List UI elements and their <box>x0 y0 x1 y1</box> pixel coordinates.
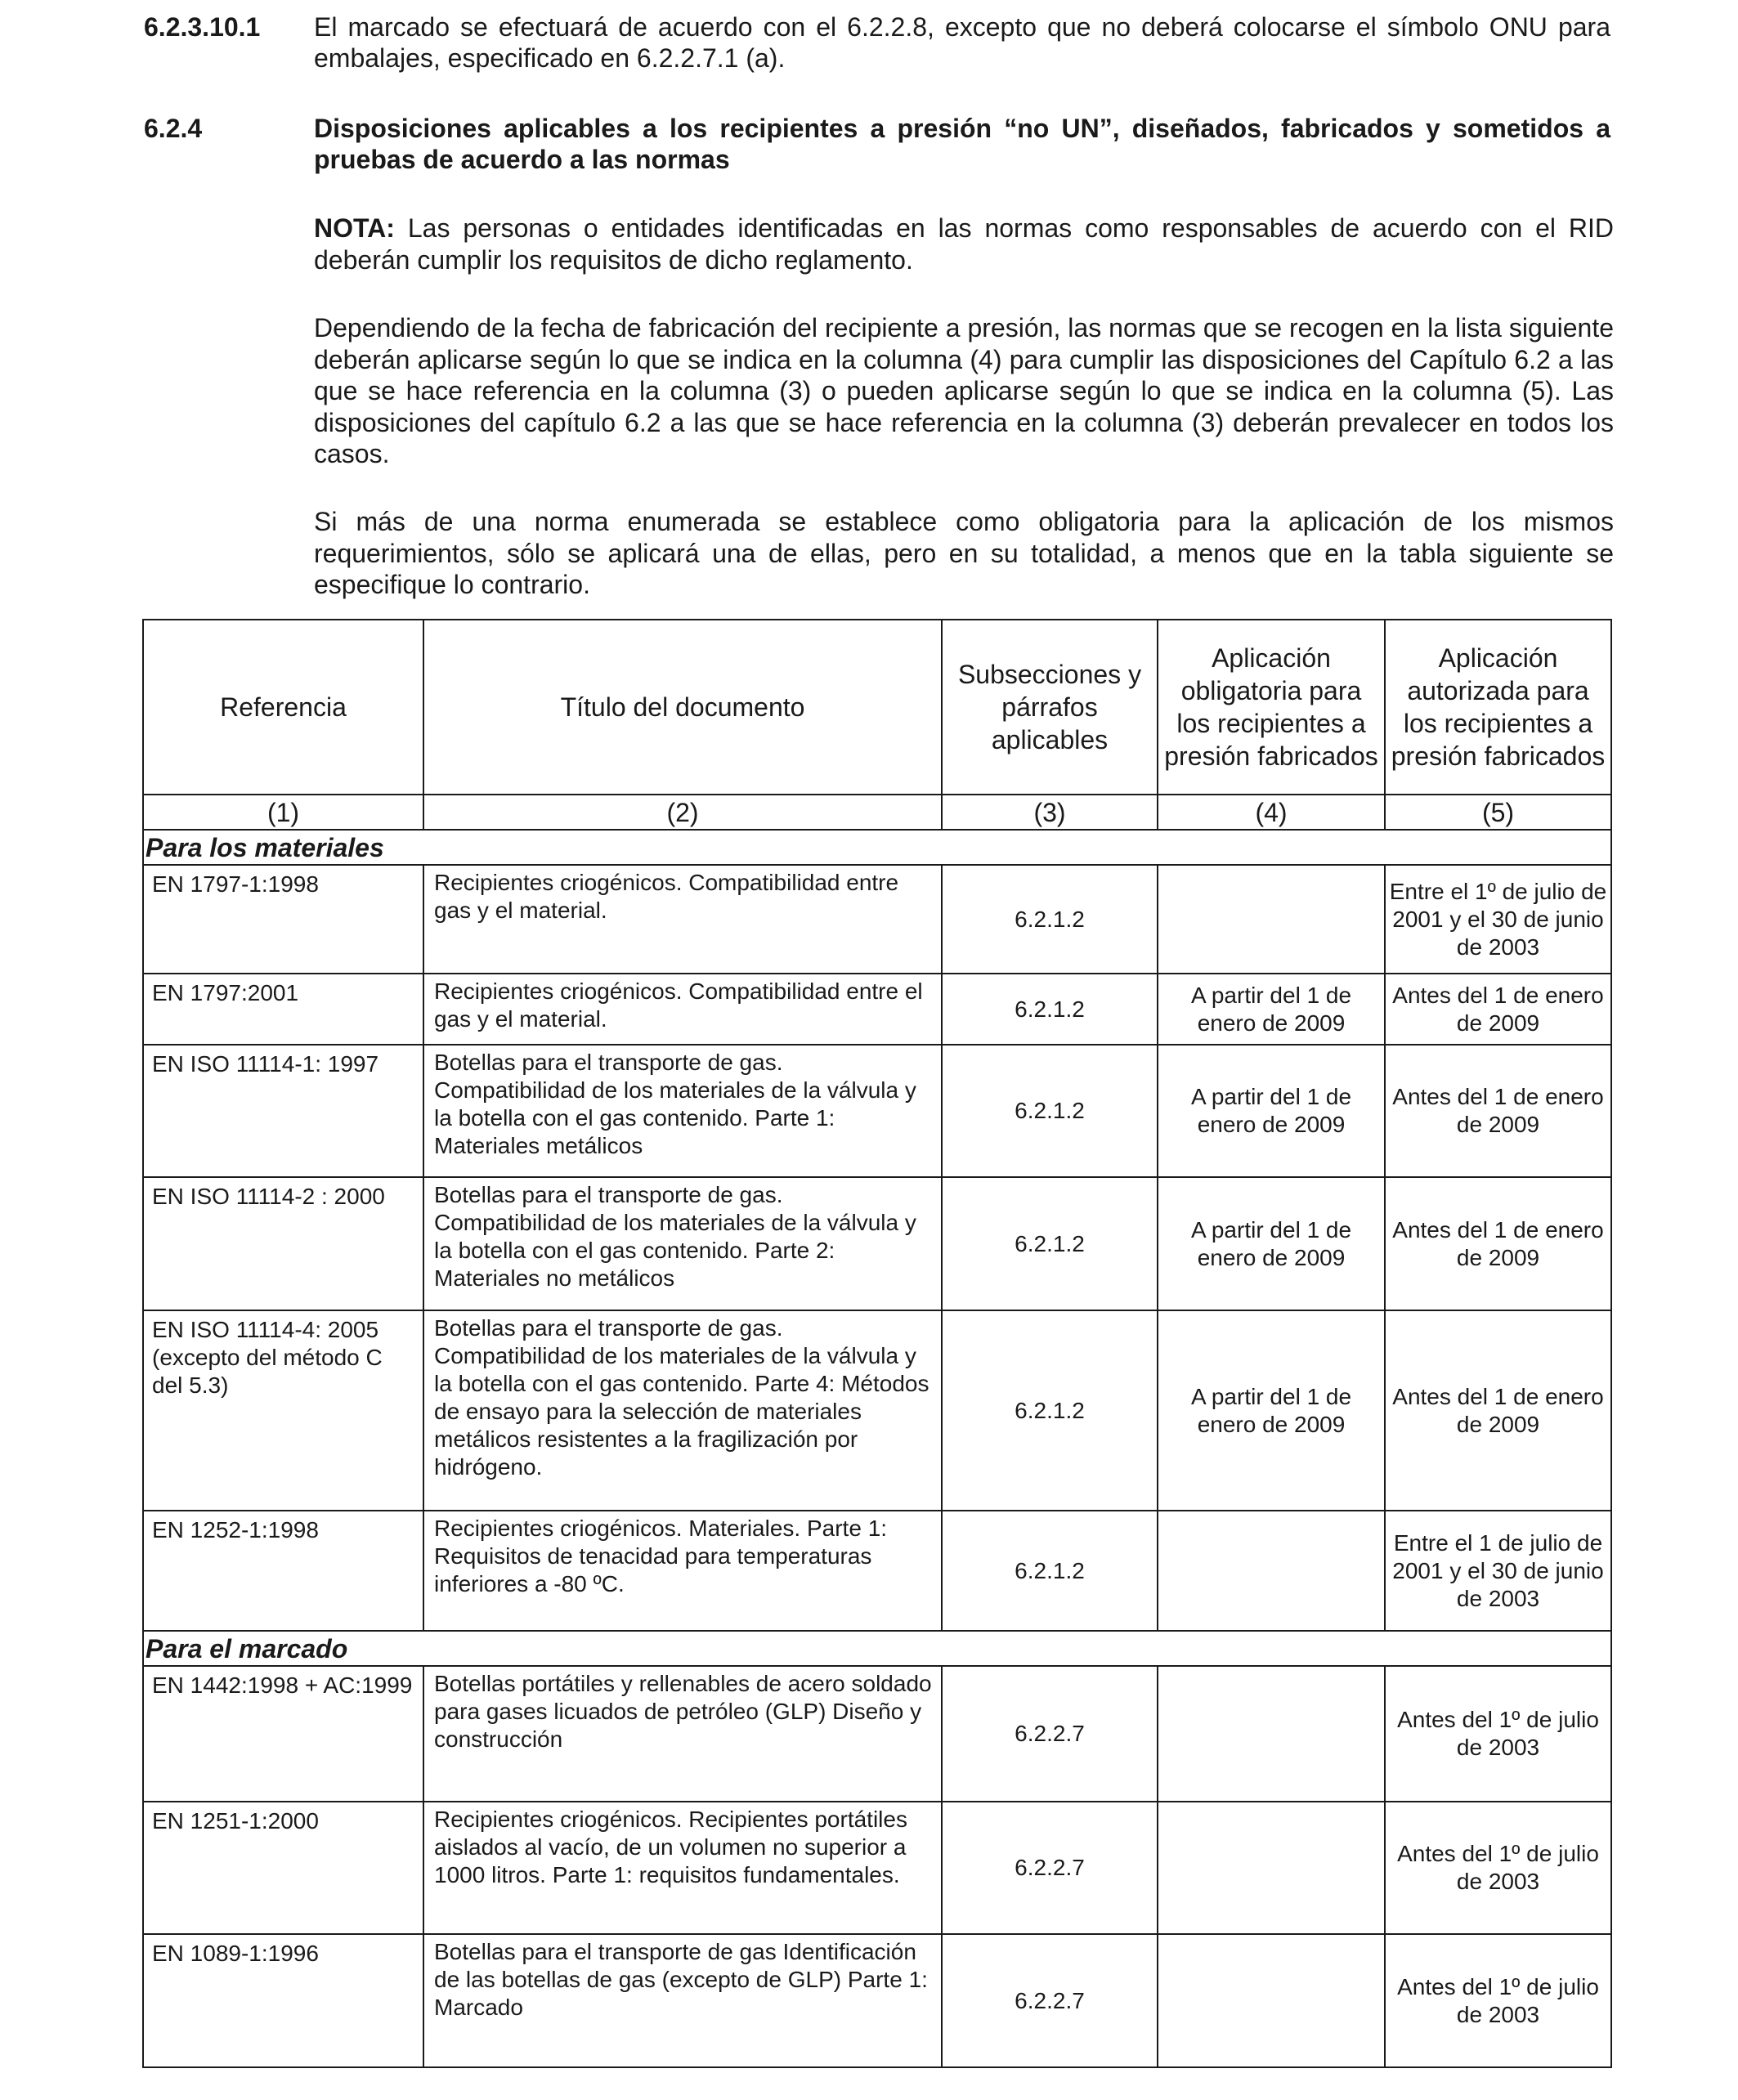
section-text: El marcado se efectuará de acuerdo con el 6.2.2.8, excepto que no deberá colocarse el símbolo ONU para embalajes, especificado en 6.2.2.7.1 (a). <box>314 12 1610 73</box>
nota-paragraph <box>314 213 1614 275</box>
table-row <box>143 1511 1611 1631</box>
reference-cell: EN ISO 11114-2 : 2000 <box>143 1177 423 1310</box>
subsections-cell: 6.2.1.2 <box>942 974 1158 1045</box>
mandatory-cell <box>1158 1802 1385 1934</box>
authorized-cell: Antes del 1 de enero de 2009 <box>1385 1310 1611 1511</box>
title-cell: Recipientes criogénicos. Compatibilidad entre gas y el material. <box>423 865 942 974</box>
reference-cell: EN ISO 11114-4: 2005 (excepto del método C del 5.3) <box>143 1310 423 1511</box>
title-cell: Recipientes criogénicos. Compatibilidad entre el gas y el material. <box>423 974 942 1045</box>
subsections-cell: 6.2.2.7 <box>942 1934 1158 2067</box>
group-label: Para el marcado <box>143 1631 1611 1666</box>
header-cell: Título del documento <box>423 620 942 795</box>
authorized-cell: Antes del 1º de julio de 2003 <box>1385 1802 1611 1934</box>
title-cell: Botellas para el transporte de gas. Compatibilidad de los materiales de la válvula y la botella con el gas contenido. Parte 4: Métodos de ensayo para la selección de materiales metálicos resistentes a la fragilización por hidrógeno. <box>423 1310 942 1511</box>
body-paragraph: Si más de una norma enumerada se establece como obligatoria para la aplicación de los mismos requerimientos, sólo se aplicará una de ellas, pero en su totalidad, a menos que en la tabla siguiente se especifique lo contrario. <box>314 507 1614 599</box>
title-cell: Botellas portátiles y rellenables de acero soldado para gases licuados de petróleo (GLP) Diseño y construcción <box>423 1666 942 1802</box>
table-row <box>143 974 1611 1045</box>
nota-text: Las personas o entidades identificadas en las normas como responsables de acuerdo con el RID deberán cumplir los requisitos de dicho reglamento. <box>314 213 1615 275</box>
table-row <box>143 1666 1611 1802</box>
section-number: 6.2.4 <box>144 114 203 143</box>
group-row <box>143 830 1611 865</box>
table-row <box>143 1934 1611 2067</box>
body-paragraph: Dependiendo de la fecha de fabricación del recipiente a presión, las normas que se recogen en la lista siguiente deberán aplicarse según lo que se indica en la columna (4) para cumplir las disposiciones del Capítulo 6.2 a las que se hace referencia en la columna (3) o pueden aplicarse según lo que se indica en la columna (5). Las disposiciones del capítulo 6.2 a las que se hace referencia en la columna (3) deberán prevalecer en todos los casos. <box>314 313 1614 468</box>
authorized-cell: Antes del 1º de julio de 2003 <box>1385 1666 1611 1802</box>
column-number-cell: (3) <box>942 795 1158 830</box>
nota-label: NOTA: <box>314 213 395 243</box>
subsections-cell: 6.2.1.2 <box>942 1177 1158 1310</box>
reference-cell: EN 1252-1:1998 <box>143 1511 423 1631</box>
mandatory-cell: A partir del 1 de enero de 2009 <box>1158 1177 1385 1310</box>
column-number-row <box>143 795 1611 830</box>
section-heading: Disposiciones aplicables a los recipientes a presión “no UN”, diseñados, fabricados y sometidos a pruebas de acuerdo a las normas <box>314 114 1610 174</box>
column-number-cell: (5) <box>1385 795 1611 830</box>
standards-table <box>142 619 1612 2068</box>
authorized-cell: Antes del 1 de enero de 2009 <box>1385 1177 1611 1310</box>
mandatory-cell <box>1158 865 1385 974</box>
mandatory-cell: A partir del 1 de enero de 2009 <box>1158 1045 1385 1177</box>
column-number-cell: (2) <box>423 795 942 830</box>
reference-cell: EN 1797-1:1998 <box>143 865 423 974</box>
subsections-cell: 6.2.1.2 <box>942 1511 1158 1631</box>
table-row <box>143 1802 1611 1934</box>
table-row <box>143 865 1611 974</box>
authorized-cell: Antes del 1 de enero de 2009 <box>1385 974 1611 1045</box>
group-label: Para los materiales <box>143 830 1611 865</box>
reference-cell: EN 1251-1:2000 <box>143 1802 423 1934</box>
title-cell: Recipientes criogénicos. Recipientes portátiles aislados al vacío, de un volumen no superior a 1000 litros. Parte 1: requisitos fundamentales. <box>423 1802 942 1934</box>
mandatory-cell: A partir del 1 de enero de 2009 <box>1158 974 1385 1045</box>
mandatory-cell <box>1158 1934 1385 2067</box>
subsections-cell: 6.2.1.2 <box>942 1045 1158 1177</box>
authorized-cell: Antes del 1 de enero de 2009 <box>1385 1045 1611 1177</box>
table-header-row <box>143 620 1611 795</box>
reference-cell: EN 1089-1:1996 <box>143 1934 423 2067</box>
reference-cell: EN ISO 11114-1: 1997 <box>143 1045 423 1177</box>
title-cell: Recipientes criogénicos. Materiales. Parte 1: Requisitos de tenacidad para temperaturas inferiores a -80 ºC. <box>423 1511 942 1631</box>
reference-cell: EN 1442:1998 + AC:1999 <box>143 1666 423 1802</box>
authorized-cell: Entre el 1 de julio de 2001 y el 30 de junio de 2003 <box>1385 1511 1611 1631</box>
subsections-cell: 6.2.1.2 <box>942 865 1158 974</box>
header-cell: Subsecciones y párrafos aplicables <box>942 620 1158 795</box>
subsections-cell: 6.2.1.2 <box>942 1310 1158 1511</box>
header-cell: Referencia <box>143 620 423 795</box>
mandatory-cell <box>1158 1666 1385 1802</box>
table-row <box>143 1045 1611 1177</box>
section-number: 6.2.3.10.1 <box>144 12 261 42</box>
subsections-cell: 6.2.2.7 <box>942 1666 1158 1802</box>
table-row <box>143 1177 1611 1310</box>
mandatory-cell: A partir del 1 de enero de 2009 <box>1158 1310 1385 1511</box>
header-cell: Aplicación autorizada para los recipientes a presión fabricados <box>1385 620 1611 795</box>
title-cell: Botellas para el transporte de gas. Compatibilidad de los materiales de la válvula y la botella con el gas contenido. Parte 1: Materiales metálicos <box>423 1045 942 1177</box>
title-cell: Botellas para el transporte de gas Identificación de las botellas de gas (excepto de GLP) Parte 1: Marcado <box>423 1934 942 2067</box>
group-row <box>143 1631 1611 1666</box>
column-number-cell: (4) <box>1158 795 1385 830</box>
authorized-cell: Entre el 1º de julio de 2001 y el 30 de junio de 2003 <box>1385 865 1611 974</box>
header-cell: Aplicación obligatoria para los recipientes a presión fabricados <box>1158 620 1385 795</box>
column-number-cell: (1) <box>143 795 423 830</box>
authorized-cell: Antes del 1º de julio de 2003 <box>1385 1934 1611 2067</box>
reference-cell: EN 1797:2001 <box>143 974 423 1045</box>
table-row <box>143 1310 1611 1511</box>
title-cell: Botellas para el transporte de gas. Compatibilidad de los materiales de la válvula y la botella con el gas contenido. Parte 2: Materiales no metálicos <box>423 1177 942 1310</box>
mandatory-cell <box>1158 1511 1385 1631</box>
subsections-cell: 6.2.2.7 <box>942 1802 1158 1934</box>
